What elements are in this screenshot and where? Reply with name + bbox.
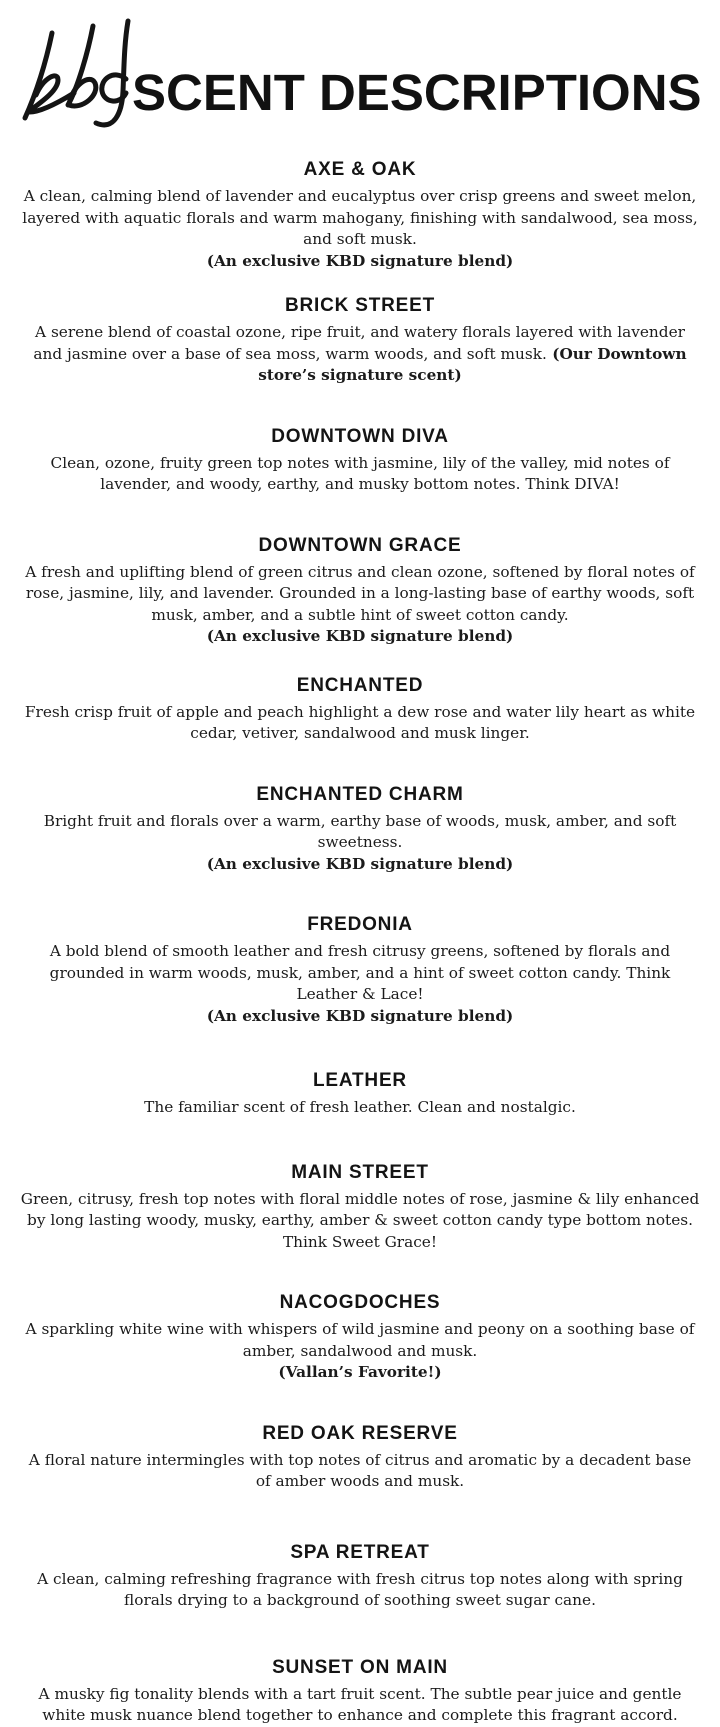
scent-description [20, 702, 700, 745]
scent-description [20, 322, 700, 387]
scent-description [20, 562, 700, 627]
scent-section-enchanted [20, 674, 700, 745]
scent-description-text: A clean, calming refreshing fragrance with fresh citrus top notes along with spring florals drying to a background of soothing sweet sugar cane. [37, 1569, 683, 1609]
scent-signature-note: (An exclusive KBD signature blend) [206, 251, 514, 270]
scent-signature-note: (An exclusive KBD signature blend) [206, 854, 514, 873]
scent-description-text: Green, citrusy, fresh top notes with floral middle notes of rose, jasmine & lily enhanced by long lasting woody, musky, earthy, amber & sweet cotton candy type bottom notes. Think Sweet Grace! [20, 1189, 700, 1251]
scent-name: FREDONIA [307, 914, 413, 935]
scent-name: LEATHER [313, 1070, 407, 1091]
scent-description-text: Fresh crisp fruit of apple and peach highlight a dew rose and water lily heart as white cedar, vetiver, sandalwood and musk linger. [24, 702, 696, 742]
scent-name: ENCHANTED [296, 674, 424, 696]
page-header [0, 0, 720, 136]
scent-description [20, 1569, 700, 1612]
scent-description-text: A sparkling white wine with whispers of wild jasmine and peony on a soothing base of amber, sandalwood and musk. [25, 1320, 695, 1360]
scent-section-red-oak-reserve [20, 1422, 700, 1493]
scent-name: RED OAK RESERVE [262, 1422, 458, 1444]
scent-description [20, 941, 700, 1006]
scent-section-spa-retreat [20, 1541, 700, 1612]
scent-description-text: A bold blend of smooth leather and fresh citrusy greens, softened by florals and grounded in warm woods, musk, amber, and a hint of sweet cotton candy. Think Leather & Lace! [49, 942, 671, 1003]
scent-name: AXE & OAK [303, 159, 417, 180]
scent-name: NACOGDOCHES [279, 1292, 441, 1313]
scent-name: MAIN STREET [291, 1161, 429, 1183]
scent-description [20, 186, 700, 251]
scent-description [20, 1450, 700, 1493]
scent-inline-note: (Our Downtown store’s signature scent) [258, 344, 687, 384]
scent-name: SUNSET ON MAIN [272, 1656, 448, 1678]
scent-description-text: A serene blend of coastal ozone, ripe fruit, and watery florals layered with lavender and jasmine over a base of sea moss, warm woods, and soft musk. [33, 323, 685, 363]
scent-signature-note: (An exclusive KBD signature blend) [206, 627, 514, 645]
scent-section-sunset-on-main [20, 1656, 700, 1727]
scent-signature-note: (An exclusive KBD signature blend) [206, 1006, 514, 1025]
scent-description [20, 453, 700, 496]
scent-section-downtown-diva [20, 425, 700, 496]
scent-description [20, 1684, 700, 1727]
scent-name: BRICK STREET [285, 295, 435, 316]
scent-section-main-street [20, 1161, 700, 1254]
scent-signature-note: (Vallan’s Favorite!) [278, 1363, 442, 1381]
scent-description-text: The familiar scent of fresh leather. Clean and nostalgic. [144, 1098, 576, 1116]
scent-description [20, 1319, 700, 1362]
scent-description-text: Clean, ozone, fruity green top notes with jasmine, lily of the valley, mid notes of lavender, and woody, earthy, and musky bottom notes. Think DIVA! [50, 453, 670, 493]
scent-section-downtown-grace [20, 534, 700, 648]
scent-description-text: A fresh and uplifting blend of green citrus and clean ozone, softened by floral notes of rose, jasmine, lily, and lavender. Grounded in a long-lasting base of earthy woods, soft musk, amber, and a subtle hint of sweet cotton candy. [25, 562, 695, 624]
scent-description-text: A clean, calming blend of lavender and eucalyptus over crisp greens and sweet melon, layered with aquatic florals and warm mahogany, finishing with sandalwood, sea moss, and soft musk. [22, 187, 698, 248]
scent-description [20, 1189, 700, 1254]
scent-description-text: A musky fig tonality blends with a tart fruit scent. The subtle pear juice and gentle white musk nuance blend together to enhance and complete this fragrant accord. [38, 1684, 682, 1724]
scent-section-axe-and-oak [20, 158, 700, 272]
scent-list [20, 158, 700, 1727]
scent-name: SPA RETREAT [290, 1541, 430, 1563]
scent-name: ENCHANTED CHARM [256, 783, 464, 805]
kbd-script-logo-icon [16, 16, 138, 136]
scent-section-fredonia [20, 913, 700, 1027]
scent-description-text: A floral nature intermingles with top notes of citrus and aromatic by a decadent base of amber woods and musk. [28, 1450, 692, 1490]
scent-section-nacogdoches [20, 1291, 700, 1384]
scent-section-brick-street [20, 294, 700, 387]
scent-section-leather [20, 1069, 700, 1119]
scent-description-text: Bright fruit and florals over a warm, earthy base of woods, musk, amber, and soft sweetness. [43, 811, 677, 851]
scent-name: DOWNTOWN GRACE [258, 534, 462, 556]
scent-description [20, 811, 700, 854]
scent-name: DOWNTOWN DIVA [271, 425, 449, 447]
scent-description [20, 1097, 700, 1119]
page-title: SCENT DESCRIPTIONS [132, 64, 702, 121]
scent-section-enchanted-charm [20, 783, 700, 876]
